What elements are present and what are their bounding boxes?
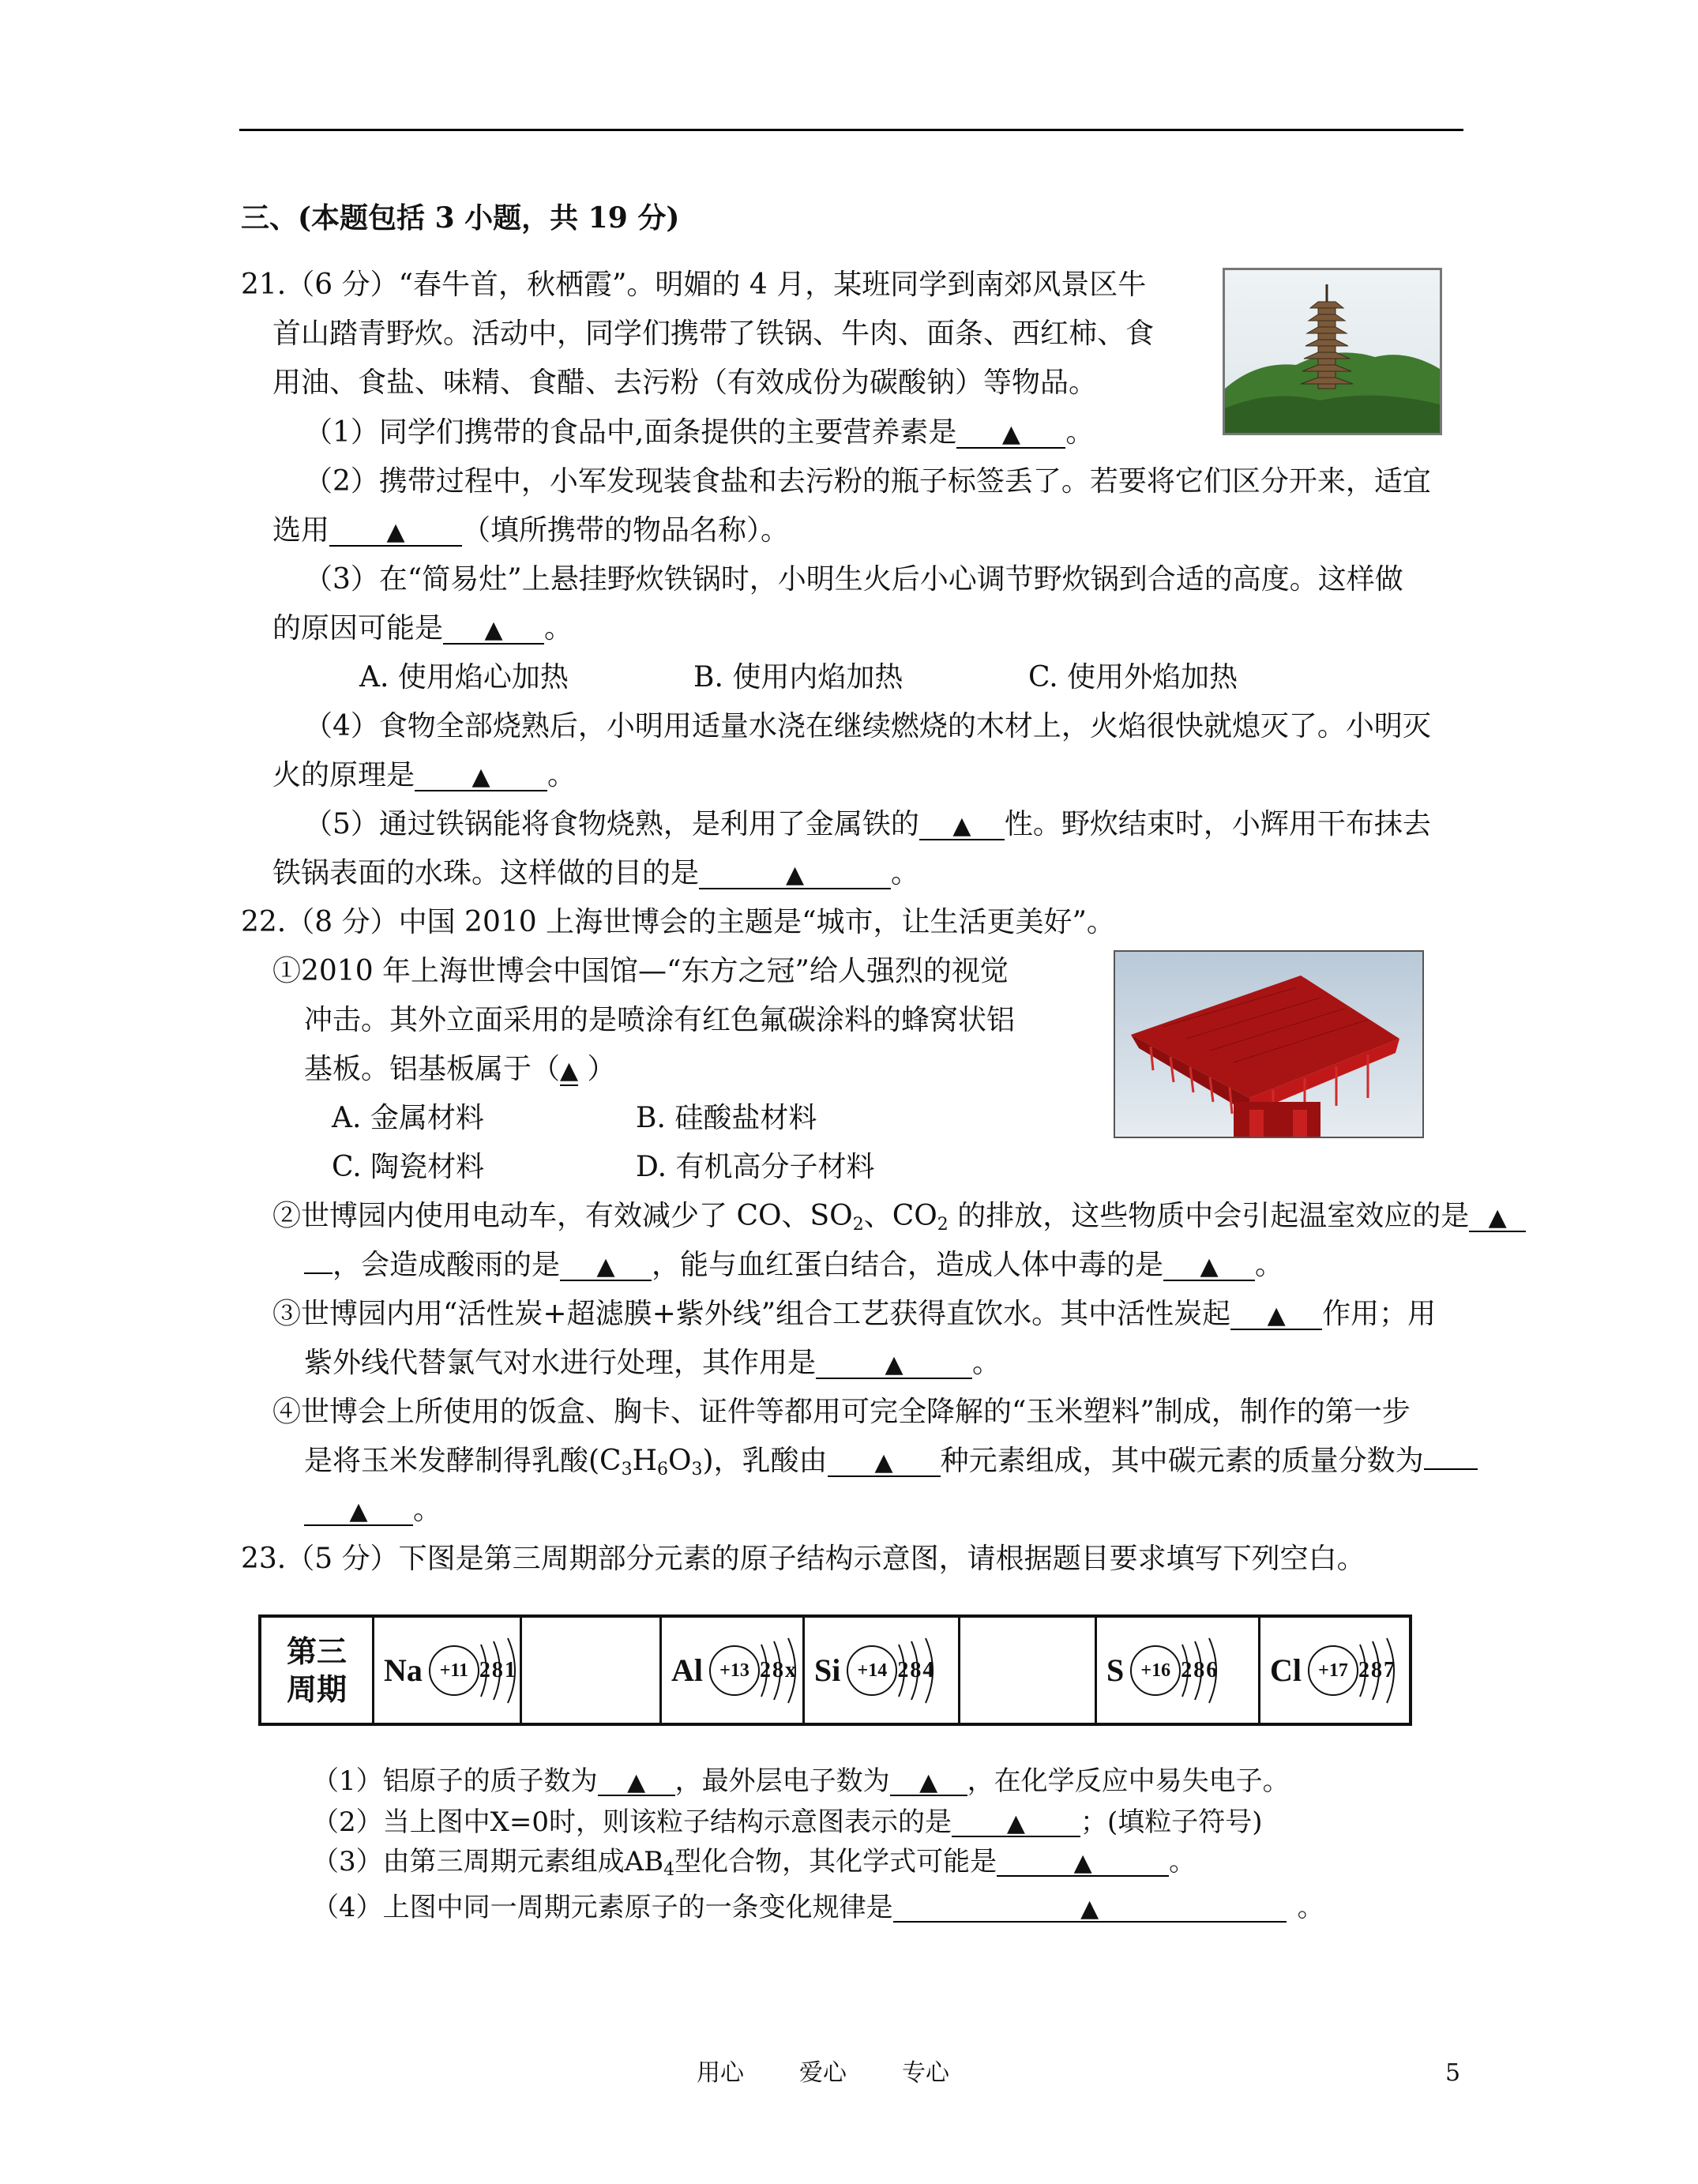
triangle-marker-icon: ▲ (1006, 1810, 1025, 1837)
atom-cell-na (374, 1618, 522, 1723)
electron-counts: 287 (1358, 1657, 1396, 1682)
nucleus: +16 (1130, 1645, 1181, 1696)
triangle-marker-icon: ▲ (386, 518, 405, 546)
q22-s2b-text: ，会造成酸雨的是 (332, 1249, 561, 1281)
q21-part-5b (272, 859, 919, 889)
q21-line-1: 21.（6 分）“春牛首，秋栖霞”。明媚的 4 月，某班同学到南郊风景区牛 (241, 269, 1147, 301)
footer-word-1: 用心 (697, 2059, 744, 2087)
q21-p2-text: 选用 (272, 514, 330, 547)
q21-p5-text: （5）通过铁锅能将食物烧熟，是利用了金属铁的 (304, 808, 919, 840)
triangle-marker-icon: ▲ (1488, 1204, 1507, 1231)
subscript: 6 (657, 1460, 668, 1479)
q22-s4-line-3 (304, 1496, 441, 1526)
answer-blank[interactable] (828, 1447, 941, 1477)
q22-s4-text: 是将玉米发酵制得乳酸(C (304, 1445, 622, 1477)
q21-option-b: B. 使用内焰加热 (693, 661, 903, 694)
punct: 。 (972, 1347, 1001, 1379)
answer-blank[interactable] (919, 810, 1005, 840)
answer-blank-continued[interactable] (304, 1272, 332, 1274)
pagoda-photo (1223, 268, 1442, 435)
q22-s4-line-1: ④世博会上所使用的饭盒、胸卡、证件等都用可完全降解的“玉米塑料”制成，制作的第一步 (272, 1396, 1411, 1428)
period-header-line-2: 周期 (286, 1671, 347, 1707)
q21-part-4a: （4）食物全部烧熟后，小明用适量水浇在继续燃烧的木材上，火焰很快就熄灭了。小明灭 (304, 710, 1431, 742)
q22-s2-co2: 、CO (863, 1200, 937, 1232)
answer-blank[interactable] (304, 1496, 413, 1526)
q22-s2-line-2 (304, 1251, 1283, 1281)
q21-part-3a: （3）在“简易灶”上悬挂野炊铁锅时，小明生火后小心调节野炊锅到合适的高度。这样做 (304, 563, 1403, 596)
triangle-marker-icon: ▲ (627, 1769, 646, 1796)
footer-word-2: 爱心 (799, 2059, 847, 2087)
answer-blank[interactable] (890, 1768, 967, 1796)
atom-cell-si (805, 1618, 960, 1723)
answer-blank[interactable] (956, 419, 1065, 449)
q23-p1-tail: ，在化学反应中易失电子。 (967, 1765, 1290, 1797)
electron-counts: 284 (897, 1657, 936, 1682)
punct: 。 (544, 612, 573, 645)
paren-close: ） (578, 1053, 616, 1085)
q22-s3-line-1 (272, 1300, 1436, 1330)
electron-counts: 286 (1181, 1657, 1219, 1682)
punct: 。 (1169, 1846, 1196, 1878)
triangle-marker-icon: ▲ (952, 812, 971, 840)
answer-blank[interactable] (997, 1848, 1169, 1877)
q21-part-3b (272, 612, 573, 645)
china-pavilion-photo (1114, 950, 1424, 1138)
electron-shells (479, 1635, 517, 1706)
answer-blank[interactable] (329, 517, 462, 547)
q22-option-b: B. 硅酸盐材料 (636, 1102, 817, 1134)
q22-option-a: A. 金属材料 (332, 1102, 484, 1134)
q23-p3-mid: 型化合物，其化学式可能是 (674, 1846, 997, 1878)
answer-blank[interactable] (952, 1809, 1080, 1837)
electron-counts: 281 (479, 1657, 517, 1682)
q22-s1-text: 基板。铝基板属于（ (304, 1053, 561, 1085)
q21-part-2b (272, 514, 790, 547)
q21-p3-text: 的原因可能是 (272, 612, 444, 645)
punct: 。 (413, 1494, 442, 1526)
punct: 。 (1297, 1892, 1324, 1923)
triangle-marker-icon[interactable]: ▲ (560, 1057, 579, 1084)
element-symbol: Al (671, 1652, 703, 1688)
answer-blank[interactable] (598, 1768, 675, 1796)
punct: 。 (1255, 1249, 1284, 1281)
triangle-marker-icon: ▲ (349, 1498, 368, 1525)
element-symbol: Cl (1270, 1652, 1302, 1688)
triangle-marker-icon: ▲ (471, 763, 490, 791)
q23-title: 23.（5 分）下图是第三周期部分元素的原子结构示意图，请根据题目要求填写下列空白。 (241, 1543, 1366, 1575)
q22-s4-mid2: 种元素组成，其中碳元素的质量分数为 (940, 1445, 1424, 1477)
q21-p2-tail: （填所携带的物品名称）。 (462, 514, 790, 547)
q21-part-1 (304, 416, 1095, 449)
electron-shells (1358, 1635, 1396, 1706)
q21-line-2: 首山踏青野炊。活动中，同学们携带了铁锅、牛肉、面条、西红柿、食 (272, 318, 1155, 350)
q23-part-3 (312, 1846, 1196, 1880)
answer-blank[interactable] (699, 859, 891, 889)
subscript: 4 (663, 1860, 675, 1880)
triangle-marker-icon: ▲ (1001, 420, 1020, 448)
electron-counts: 28x (760, 1657, 798, 1682)
q22-s3-text: ③世博园内用“活性炭+超滤膜+紫外线”组合工艺获得直饮水。其中活性炭起 (272, 1298, 1231, 1330)
q21-option-c: C. 使用外焰加热 (1028, 661, 1238, 694)
q21-p5b-text: 铁锅表面的水珠。这样做的目的是 (272, 857, 700, 889)
subscript: 2 (852, 1215, 864, 1235)
q23-part-1 (312, 1765, 1290, 1797)
q22-option-c: C. 陶瓷材料 (332, 1151, 485, 1183)
atom-cell-al (662, 1618, 805, 1723)
nucleus: +14 (847, 1645, 897, 1696)
subscript: 3 (621, 1460, 633, 1479)
atom-cell-empty (522, 1618, 662, 1723)
answer-blank[interactable] (1230, 1300, 1322, 1330)
atom-cell-empty (960, 1618, 1097, 1723)
triangle-marker-icon: ▲ (1073, 1849, 1092, 1877)
triangle-marker-icon: ▲ (874, 1449, 893, 1476)
element-o: O (668, 1445, 692, 1477)
footer-word-3: 专心 (902, 2059, 949, 2087)
answer-blank[interactable] (1469, 1202, 1526, 1232)
punct: 。 (1065, 416, 1095, 449)
q23-p2-text: （2）当上图中X=0时，则该粒子结构示意图表示的是 (312, 1806, 952, 1838)
q21-part-5a (304, 810, 1431, 840)
page-number: 5 (1445, 2059, 1461, 2087)
atom-cell-cl (1260, 1618, 1409, 1723)
electron-shells (760, 1635, 798, 1706)
element-symbol: Si (814, 1652, 841, 1688)
period-header-line-1: 第三 (286, 1633, 347, 1669)
q21-option-a: A. 使用焰心加热 (359, 661, 569, 694)
q21-p4-text: 火的原理是 (272, 759, 415, 791)
nucleus: +13 (709, 1645, 760, 1696)
triangle-marker-icon: ▲ (596, 1253, 615, 1280)
triangle-marker-icon: ▲ (1080, 1895, 1099, 1923)
electron-shells (897, 1635, 935, 1706)
q21-line-3: 用油、食盐、味精、食醋、去污粉（有效成份为碳酸钠）等物品。 (272, 367, 1098, 399)
q23-p1-text: （1）铝原子的质子数为 (312, 1765, 598, 1797)
q22-option-d: D. 有机高分子材料 (636, 1151, 875, 1183)
q22-s1-line-2: 冲击。其外立面采用的是喷涂有红色氟碳涂料的蜂窝状铝 (304, 1004, 1016, 1036)
q21-part-4b (272, 761, 576, 791)
q22-s3b-text: 紫外线代替氯气对水进行处理，其作用是 (304, 1347, 817, 1379)
q21-p5-tail: 性。野炊结束时，小辉用干布抹去 (1004, 808, 1431, 840)
triangle-marker-icon: ▲ (885, 1351, 903, 1378)
periodic-row-table (258, 1615, 1412, 1726)
q23-p2-tail: ；(填粒子符号) (1080, 1806, 1263, 1838)
answer-blank[interactable] (415, 761, 547, 791)
element-symbol: Na (384, 1652, 423, 1688)
element-symbol: S (1106, 1652, 1125, 1688)
q23-p3-text: （3）由第三周期元素组成AB (312, 1846, 664, 1878)
q22-s2b-mid: ，能与血红蛋白结合，造成人体中毒的是 (652, 1249, 1164, 1281)
q22-s1-line-3 (304, 1055, 616, 1084)
element-h: H (632, 1445, 657, 1477)
answer-blank[interactable] (443, 615, 544, 645)
q21-part-2a: （2）携带过程中，小军发现装食盐和去污粉的瓶子标签丢了。若要将它们区分开来，适宜 (304, 465, 1431, 498)
q22-title: 22.（8 分）中国 2010 上海世博会的主题是“城市，让生活更美好”。 (241, 906, 1115, 938)
answer-blank[interactable] (1163, 1251, 1255, 1281)
q23-part-2 (312, 1806, 1263, 1838)
q22-s3-tail: 作用；用 (1322, 1298, 1437, 1330)
q22-s2-text: ②世博园内使用电动车，有效减少了 CO、SO (272, 1200, 853, 1232)
nucleus: +11 (429, 1645, 479, 1696)
triangle-marker-icon: ▲ (484, 616, 503, 644)
triangle-marker-icon: ▲ (785, 861, 805, 889)
period-header-cell (261, 1618, 374, 1723)
atom-cell-s (1097, 1618, 1260, 1723)
answer-blank[interactable] (816, 1349, 972, 1379)
answer-blank[interactable] (893, 1894, 1287, 1923)
triangle-marker-icon: ▲ (1267, 1302, 1286, 1329)
q22-s3-line-2 (304, 1349, 1001, 1379)
electron-shells (1181, 1635, 1219, 1706)
q22-s1-line-1: ①2010 年上海世博会中国馆—“东方之冠”给人强烈的视觉 (272, 955, 1009, 987)
subscript: 3 (691, 1460, 703, 1479)
q23-p4-text: （4）上图中同一周期元素原子的一条变化规律是 (312, 1892, 893, 1923)
q23-p1-mid: ，最外层电子数为 (674, 1765, 890, 1797)
triangle-marker-icon: ▲ (1200, 1253, 1219, 1280)
q23-part-4 (312, 1894, 1324, 1923)
answer-blank[interactable] (560, 1251, 652, 1281)
q22-s2-line-1 (272, 1200, 1526, 1235)
q22-s4-mid1: )，乳酸由 (702, 1445, 828, 1477)
q22-s4-line-2 (304, 1447, 1478, 1477)
triangle-marker-icon: ▲ (919, 1769, 938, 1796)
q21-p1-text: （1）同学们携带的食品中,面条提供的主要营养素是 (304, 416, 957, 449)
subscript: 2 (937, 1215, 949, 1235)
punct: 。 (547, 759, 577, 791)
answer-blank-start[interactable] (1424, 1468, 1478, 1470)
q22-s2-text2: 的排放，这些物质中会引起温室效应的是 (948, 1200, 1470, 1232)
top-rule (239, 129, 1463, 131)
nucleus: +17 (1308, 1645, 1358, 1696)
section-heading: 三、(本题包括 3 小题，共 19 分) (241, 201, 680, 235)
punct: 。 (891, 857, 920, 889)
